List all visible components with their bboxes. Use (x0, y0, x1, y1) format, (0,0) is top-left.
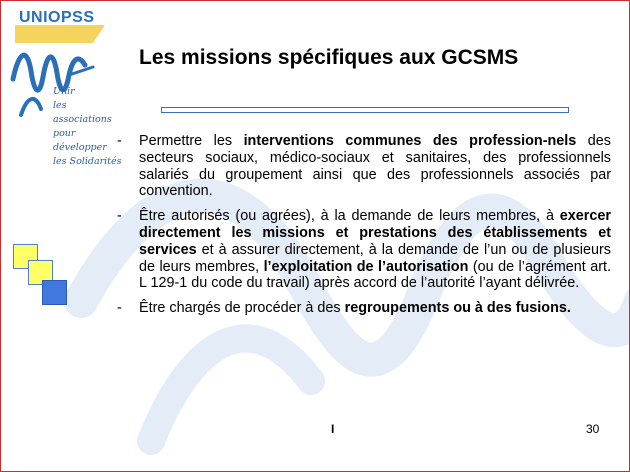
logo-name: UNIOPSS (19, 9, 95, 26)
logo-tagline (53, 85, 125, 169)
bullet-text-bold: exercer directement les missions et prestations des établissements et services (139, 208, 611, 258)
bullet-dash: - (117, 300, 122, 317)
bullet-text-bold: interventions communes des profession-nels (243, 133, 577, 149)
bullet-text-bold: regroupements ou à des fusions. (344, 300, 571, 317)
blue-square-icon (42, 280, 67, 305)
title-underline (161, 107, 569, 113)
decorative-squares (13, 244, 73, 314)
bullet-list (117, 133, 611, 325)
bullet-text (139, 208, 611, 292)
bullet-text (139, 300, 611, 317)
tagline-line: les Solidarités (53, 156, 122, 167)
bullet-text (139, 133, 611, 200)
tagline-line: les associations (53, 100, 112, 125)
footer-mark: I (331, 422, 335, 436)
uniopss-logo (5, 5, 123, 167)
bullet-dash: - (117, 133, 122, 149)
bullet-item (117, 300, 611, 317)
bullet-text-run: des secteurs sociaux, médico-sociaux et sanitaires, des professionnels salariés du groupement ainsi que des professionnels associés par convention. (139, 133, 612, 200)
slide-title: Les missions spécifiques aux GCSMS (139, 46, 519, 69)
bullet-text-run: et à assurer directement, à la demande de l’un ou de plusieurs de leurs membres, (139, 241, 611, 275)
bullet-text-run: Permettre les (139, 133, 244, 149)
page-number: 30 (586, 422, 600, 436)
bullet-text-run: Être chargés de procéder à des (139, 300, 345, 317)
bullet-text-bold: l’exploitation de l’autorisation (263, 258, 469, 275)
bullet-text-run: Être autorisés (ou agrées), à la demande de leurs membres, à (139, 208, 560, 225)
bullet-dash: - (117, 208, 122, 225)
bullet-text-run: (ou de l’agrément art. L 129-1 du code du travail) après accord de l’autorité l’ayant délivrée. (139, 258, 612, 292)
tagline-line: Unir (53, 86, 75, 97)
bullet-item (117, 133, 611, 200)
bullet-item (117, 208, 611, 292)
tagline-line: pour développer (53, 128, 107, 153)
